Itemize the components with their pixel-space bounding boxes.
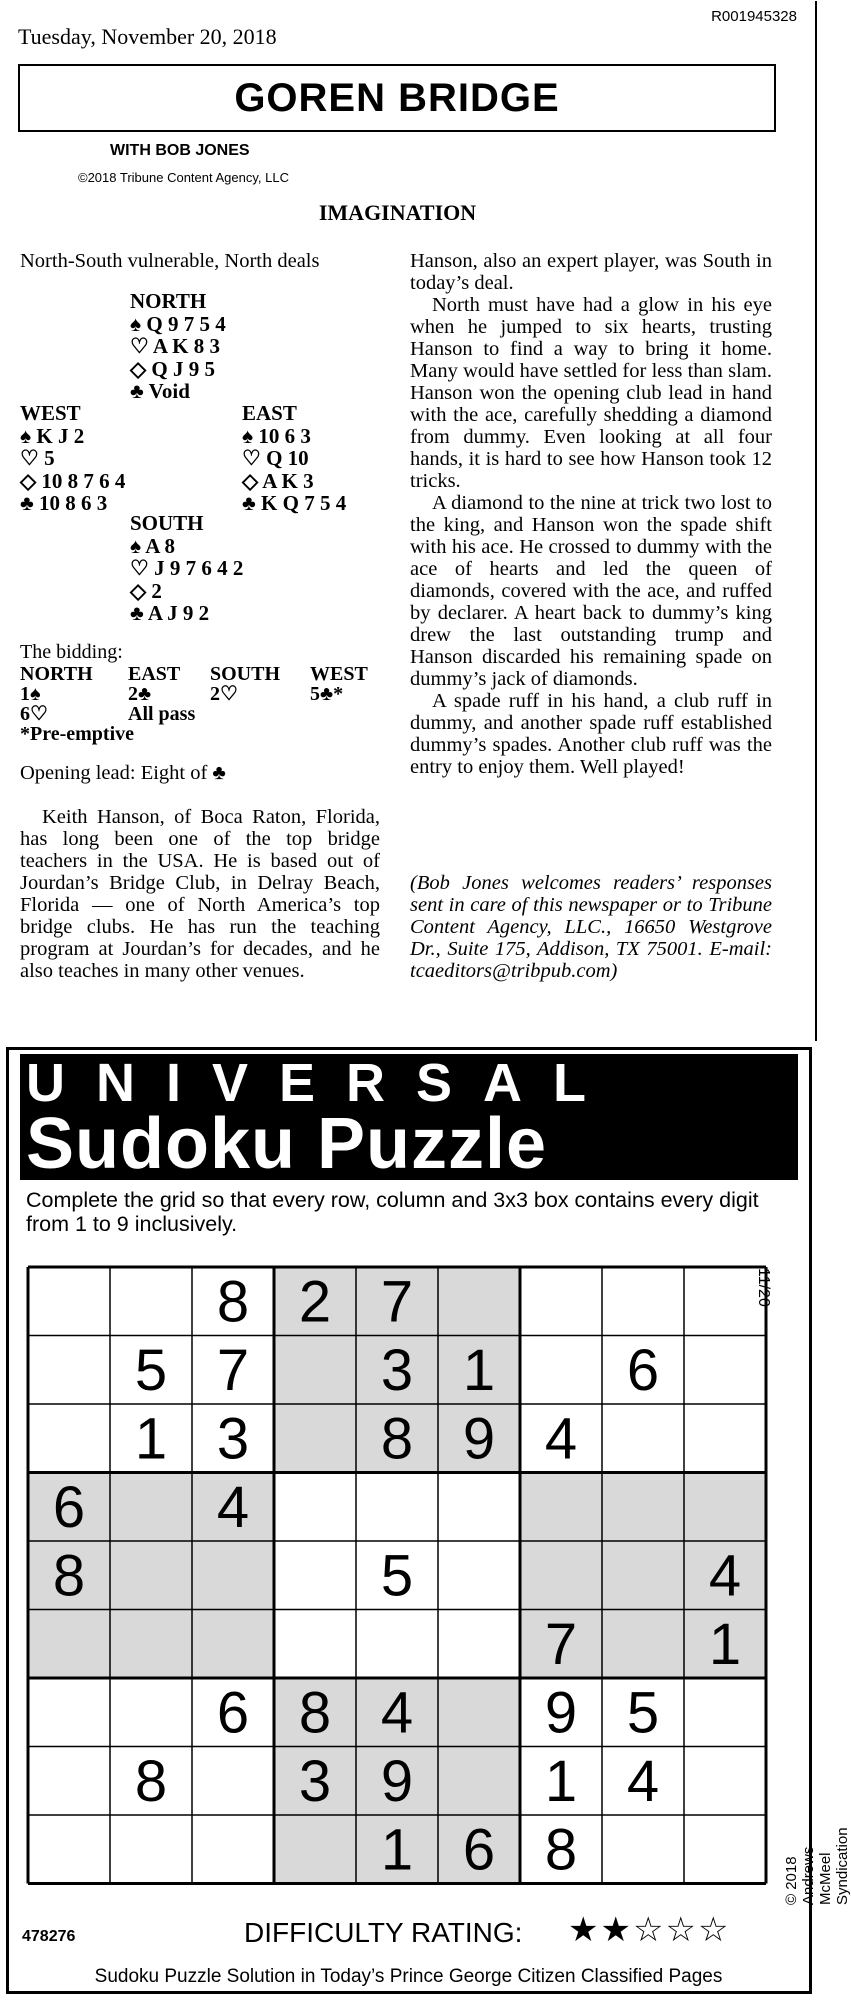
east-hand (242, 402, 346, 515)
vulnerability-line: North-South vulnerable, North deals (20, 250, 320, 272)
bidding-note: *Pre-emptive (20, 723, 135, 745)
sudoku-cell[interactable] (686, 1269, 764, 1334)
hand-label: WEST (20, 401, 81, 425)
sudoku-cell[interactable] (112, 1817, 190, 1882)
article-paragraph: A spade ruff in his hand, a club ruff in dummy, and another spade ruff established dummy’s spades. Another club ruff was the entry to enjoy them. Well played! (410, 690, 772, 778)
sudoku-cell[interactable] (358, 1612, 436, 1677)
sudoku-instructions: Complete the grid so that every row, column and 3x3 box contains every digit from 1 to 9 inclusively. (26, 1188, 759, 1236)
puzzle-id: 478276 (22, 1928, 76, 1945)
given-digit: 2 (298, 1269, 332, 1335)
given-digit: 8 (216, 1269, 250, 1335)
given-digit: 6 (52, 1474, 86, 1540)
given-digit: 6 (462, 1817, 496, 1883)
opening-lead: Opening lead: Eight of ♣ (20, 762, 226, 784)
bid (310, 704, 368, 724)
sudoku-cell[interactable] (522, 1475, 600, 1540)
sudoku-brand: UNIVERSAL (26, 1053, 618, 1113)
hand-label: SOUTH (130, 511, 204, 535)
bid: 2♡ (210, 683, 238, 705)
empty-star-icon: ☆ (632, 1912, 666, 1949)
sudoku-cell[interactable] (112, 1269, 190, 1334)
difficulty-label: DIFFICULTY RATING: (244, 1917, 523, 1948)
spades-holding: ♠ Q 9 7 5 4 (130, 311, 226, 336)
diamonds-holding: ◇ 10 8 7 6 4 (20, 468, 126, 493)
given-digit: 8 (52, 1543, 86, 1609)
sudoku-cell[interactable] (30, 1338, 108, 1403)
sudoku-cell[interactable] (440, 1269, 518, 1334)
clubs-holding: ♣ 10 8 6 3 (20, 491, 108, 515)
sudoku-cell[interactable] (686, 1475, 764, 1540)
bid-header: EAST (128, 663, 181, 685)
article-paragraph: Keith Hanson, of Boca Raton, Florida, has long been one of the top bridge teachers in the USA. He is based out of Jourdan’s Bridge Club, in Delray Beach, Florida — one of North America’s top bridge clubs. He has run the teaching program at Jourdan’s for decades, and he also teaches in many other venues. (20, 806, 380, 982)
given-digit: 8 (134, 1748, 168, 1814)
sudoku-cell[interactable] (30, 1406, 108, 1471)
south-hand (130, 512, 243, 625)
given-digit: 8 (544, 1817, 578, 1883)
given-digit: 3 (216, 1406, 250, 1472)
publication-date: Tuesday, November 20, 2018 (18, 24, 277, 49)
sudoku-cell[interactable] (276, 1817, 354, 1882)
north-hand (130, 290, 226, 403)
clubs-holding: ♣ Void (130, 379, 190, 403)
diamonds-holding: ◇ A K 3 (242, 468, 314, 493)
given-digit: 5 (134, 1337, 168, 1403)
hearts-holding: ♡ Q 10 (242, 446, 309, 470)
bid: 6♡ (20, 703, 48, 725)
sudoku-cell[interactable] (686, 1817, 764, 1882)
sudoku-cell[interactable] (440, 1612, 518, 1677)
given-digit: 1 (380, 1817, 414, 1883)
sudoku-cell[interactable] (440, 1680, 518, 1745)
hearts-holding: ♡ 5 (20, 446, 55, 470)
sudoku-cell[interactable] (194, 1749, 272, 1814)
given-digit: 9 (462, 1406, 496, 1472)
sudoku-cell[interactable] (276, 1475, 354, 1540)
article-right-column (410, 250, 772, 778)
west-hand (20, 402, 125, 515)
hearts-holding: ♡ A K 8 3 (130, 334, 221, 358)
sudoku-cell[interactable] (604, 1612, 682, 1677)
bid (210, 704, 310, 724)
sudoku-cell[interactable] (112, 1543, 190, 1608)
given-digit: 7 (380, 1269, 414, 1335)
sudoku-cell[interactable] (30, 1749, 108, 1814)
column-title: GOREN BRIDGE (234, 75, 560, 120)
column-title-box (18, 64, 776, 132)
diamonds-holding: ◇ Q J 9 5 (130, 356, 215, 381)
filled-star-icon: ★ (600, 1912, 633, 1949)
author-credit: (Bob Jones welcomes readers’ responses sent in care of this newspaper or to Tribune Content Agency, LLC., 16650 Westgrove Dr., Suite 175, Addison, TX 75001. E-mail: tcaeditors@tribpub.com) (410, 872, 772, 982)
sudoku-cell[interactable] (276, 1543, 354, 1608)
given-digit: 9 (544, 1680, 578, 1746)
sudoku-cell[interactable] (30, 1269, 108, 1334)
hand-label: EAST (242, 401, 297, 425)
bid-header: WEST (310, 663, 368, 685)
headline: IMAGINATION (318, 200, 477, 225)
given-digit: 7 (216, 1337, 250, 1403)
given-digit: 5 (380, 1543, 414, 1609)
sudoku-grid (26, 1265, 766, 1998)
sudoku-cell[interactable] (112, 1680, 190, 1745)
sudoku-title: Sudoku Puzzle (26, 1104, 548, 1184)
spades-holding: ♠ A 8 (130, 533, 176, 558)
sudoku-cell[interactable] (686, 1406, 764, 1471)
sudoku-cell[interactable] (604, 1269, 682, 1334)
hearts-holding: ♡ J 9 7 6 4 2 (130, 556, 244, 580)
given-digit: 5 (626, 1680, 660, 1746)
clubs-holding: ♣ K Q 7 5 4 (242, 491, 347, 515)
bid: All pass (128, 703, 196, 725)
sudoku-cell[interactable] (276, 1338, 354, 1403)
sudoku-cell[interactable] (440, 1543, 518, 1608)
sudoku-cell[interactable] (522, 1338, 600, 1403)
sudoku-cell[interactable] (112, 1475, 190, 1540)
given-digit: 7 (544, 1611, 578, 1677)
filled-star-icon: ★ (568, 1912, 601, 1949)
given-digit: 1 (462, 1337, 496, 1403)
diamonds-holding: ◇ 2 (130, 578, 162, 603)
bid: 5♣* (310, 683, 344, 705)
given-digit: 3 (380, 1337, 414, 1403)
sudoku-cell[interactable] (276, 1406, 354, 1471)
difficulty-stars (568, 1910, 730, 1950)
bid-header: SOUTH (210, 663, 281, 685)
given-digit: 3 (298, 1748, 332, 1814)
given-digit: 4 (380, 1680, 414, 1746)
sudoku-cell[interactable] (440, 1749, 518, 1814)
given-digit: 6 (626, 1337, 660, 1403)
sudoku-cell[interactable] (276, 1612, 354, 1677)
empty-star-icon: ☆ (697, 1912, 731, 1949)
byline: WITH BOB JONES (110, 142, 250, 159)
copyright: ©2018 Tribune Content Agency, LLC (78, 170, 289, 185)
given-digit: 4 (216, 1474, 250, 1540)
given-digit: 1 (708, 1611, 742, 1677)
spades-holding: ♠ 10 6 3 (242, 423, 311, 448)
sudoku-cell[interactable] (194, 1543, 272, 1608)
syndication-credit: © 2018 Andrews McMeel Syndication (783, 1827, 851, 1905)
bid: 1♠ (20, 683, 41, 705)
sudoku-cell[interactable] (194, 1817, 272, 1882)
bidding-table (20, 664, 368, 744)
given-digit: 1 (134, 1406, 168, 1472)
sudoku-cell[interactable] (30, 1817, 108, 1882)
sudoku-cell[interactable] (604, 1406, 682, 1471)
given-digit: 4 (544, 1406, 578, 1472)
sudoku-cell[interactable] (30, 1680, 108, 1745)
sudoku-cell[interactable] (686, 1338, 764, 1403)
page-id-code: R001945328 (711, 8, 797, 25)
given-digit: 4 (626, 1748, 660, 1814)
sudoku-cell[interactable] (112, 1612, 190, 1677)
given-digit: 4 (708, 1543, 742, 1609)
article-paragraph: North must have had a glow in his eye when he jumped to six hearts, trusting Hanson to find a way to bring it home. Many would have settled for less than slam. Hanson won the opening club lead in hand with the ace, carefully shedding a diamond from dummy. Even looking at all four hands, it is hard to see how Hanson took 12 tricks. (410, 294, 772, 492)
bid-header: NORTH (20, 663, 93, 685)
article-left-column (20, 806, 380, 982)
sudoku-cell[interactable] (686, 1749, 764, 1814)
sudoku-cell[interactable] (358, 1475, 436, 1540)
bidding-label: The bidding: (20, 641, 123, 663)
sudoku-cell[interactable] (686, 1680, 764, 1745)
sudoku-cell[interactable] (522, 1269, 600, 1334)
sudoku-cell[interactable] (522, 1543, 600, 1608)
clubs-holding: ♣ A J 9 2 (130, 601, 210, 625)
sudoku-cell[interactable] (30, 1612, 108, 1677)
sudoku-cell[interactable] (604, 1475, 682, 1540)
sudoku-footer: Sudoku Puzzle Solution in Today’s Prince George Citizen Classified Pages (94, 1966, 723, 1987)
given-digit: 8 (298, 1680, 332, 1746)
spades-holding: ♠ K J 2 (20, 423, 85, 448)
hand-label: NORTH (130, 289, 207, 313)
sudoku-cell[interactable] (604, 1543, 682, 1608)
sudoku-date-tag: 11/20 (755, 1268, 772, 1307)
article-paragraph: Hanson, also an expert player, was South in today’s deal. (410, 250, 772, 294)
given-digit: 6 (216, 1680, 250, 1746)
article-paragraph: A diamond to the nine at trick two lost to the king, and Hanson won the spade shift with his ace. He crossed to dummy with the ace of hearts and led the queen of diamonds, covered with the ace, and ruffed by declarer. A heart back to dummy’s king drew the last outstanding trump and Hanson discarded his remaining spade on dummy’s jack of diamonds. (410, 492, 772, 690)
bid: 2♣ (128, 683, 152, 705)
sudoku-cell[interactable] (440, 1475, 518, 1540)
empty-star-icon: ☆ (665, 1912, 698, 1949)
given-digit: 8 (380, 1406, 414, 1472)
given-digit: 1 (544, 1748, 578, 1814)
sudoku-cell[interactable] (604, 1817, 682, 1882)
sudoku-cell[interactable] (194, 1612, 272, 1677)
given-digit: 9 (380, 1748, 414, 1814)
